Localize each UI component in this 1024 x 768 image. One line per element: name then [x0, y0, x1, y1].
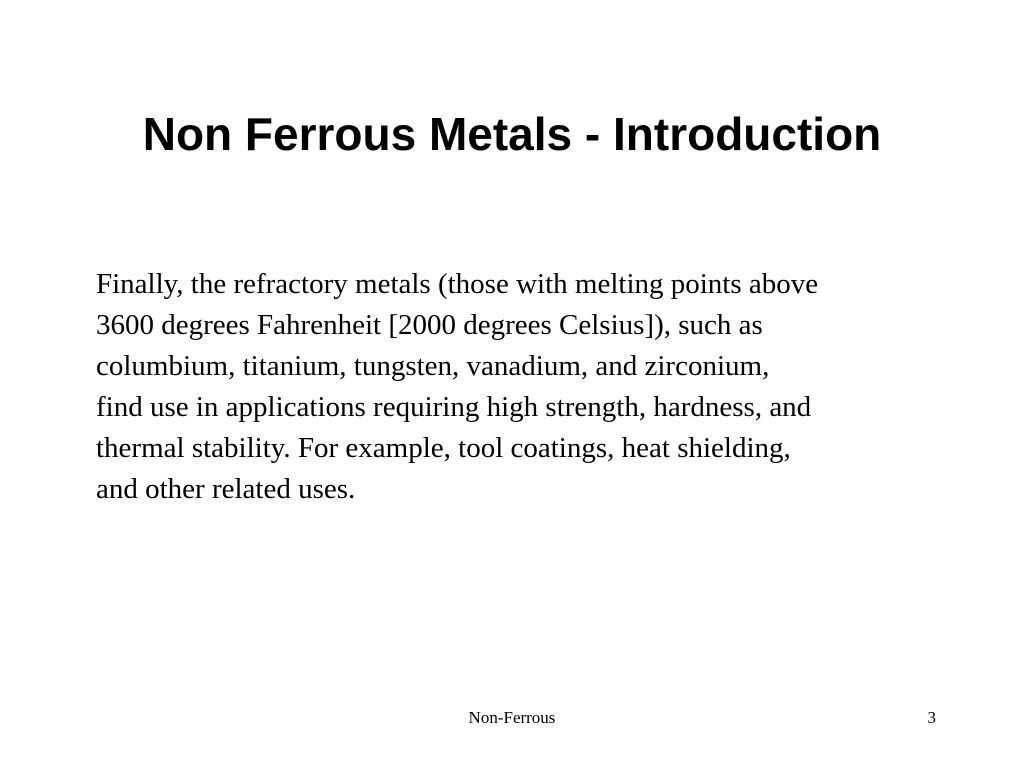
body-line: 3600 degrees Fahrenheit [2000 degrees Celsius]), such as: [96, 309, 763, 341]
body-line: and other related uses.: [96, 473, 356, 505]
body-line: Finally, the refractory metals (those with melting points above: [96, 268, 819, 300]
body-line: thermal stability. For example, tool coatings, heat shielding,: [96, 432, 791, 464]
slide-title: Non Ferrous Metals - Introduction: [142, 108, 882, 160]
slide-body-text: [96, 264, 956, 510]
footer-label: Non-Ferrous: [468, 708, 556, 727]
body-line: columbium, titanium, tungsten, vanadium, and zirconium,: [96, 350, 770, 382]
body-line: find use in applications requiring high strength, hardness, and: [96, 391, 812, 423]
page-number: 3: [927, 708, 936, 727]
